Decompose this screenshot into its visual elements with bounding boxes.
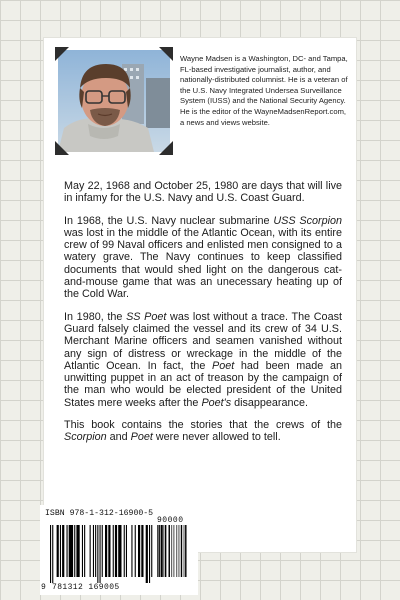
description-paragraph-1: May 22, 1968 and October 25, 1980 are days that will live in infamy for the U.S. Navy and U.S. Coast Guard. <box>64 180 342 205</box>
author-photo-frame <box>58 50 170 152</box>
back-cover-panel <box>44 38 356 552</box>
barcode-first-digit: 9 <box>41 583 46 592</box>
barcode-addon-bars <box>157 525 193 577</box>
isbn-barcode <box>40 505 198 595</box>
photo-corner-top-left <box>55 47 69 61</box>
book-description <box>64 180 342 454</box>
author-photo <box>58 50 170 152</box>
description-paragraph-2: In 1968, the U.S. Navy nuclear submarine USS Scorpion was lost in the middle of the Atlantic Ocean, with its entire crew of 99 Naval officers and enlisted men consigned to a watery grave. The Navy continues to keep classified documents that would shed light on the dangerous cat-and-mouse game that was an unecessary heating up of the Cold War. <box>64 214 342 301</box>
photo-corner-bottom-left <box>55 141 69 155</box>
barcode-bars <box>50 525 154 583</box>
description-paragraph-3: In 1980, the SS Poet was lost without a trace. The Coast Guard falsely claimed the vessel and its crew of 34 U.S. Merchant Marine officers and seamen vanished without any sign of distress or wreckage in the middle of the Atlantic Ocean. In fact, the Poet had been made an unwitting puppet in an act of treason by the campaign of the man who would be elected president of the United States mere weeks after the Poet's disappearance. <box>64 310 342 409</box>
author-section <box>44 38 356 158</box>
description-paragraph-4: This book contains the stories that the crews of the Scorpion and Poet were never allowed to tell. <box>64 419 342 444</box>
author-bio: Wayne Madsen is a Washington, DC- and Tampa, FL-based investigative journalist, author, and nationally-distributed columnist. He is a veteran of the U.S. Navy Integrated Undersea Surveillance System (IUSS) and the National Security Agency. He is the editor of the WayneMadsenReport.com, a news and views website. <box>180 54 348 127</box>
barcode-addon-digits: 90000 <box>157 516 184 525</box>
photo-corner-bottom-right <box>159 141 173 155</box>
barcode-digits: 781312 169005 <box>52 583 120 592</box>
isbn-label: ISBN 978-1-312-16900-5 <box>45 509 154 518</box>
photo-corner-top-right <box>159 47 173 61</box>
